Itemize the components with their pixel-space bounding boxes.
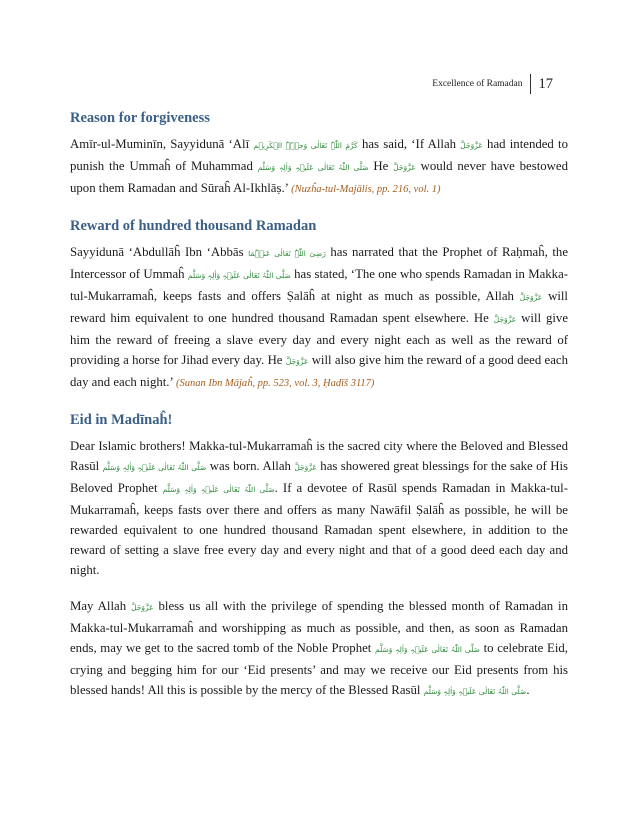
honorific-text: صَلَّی اللّٰہُ تَعَالٰی عَلَیۡہِ وَاٰلِہٖ وَسَلَّم [102, 463, 207, 472]
page-body [70, 110, 568, 702]
text-run: will reward him equivalent to one hundred thousand Ramadan spent elsewhere. He [70, 289, 568, 325]
honorific-text: رَضِیَ اللّٰہُ تَعَالٰی عَنۡہُمَا [248, 249, 326, 258]
text-run: . If a devotee of Rasūl spends Ramadan in Makka-tul-Mukarramaĥ, keeps fasts over there and offers as many Nawāfil Ṣalāĥ as possible, he will be rewarded equivalent to one hundred thousand Ramadan spent elsewhere, in addition to the reward of setting a slave free every day and every night and that of a good deed each day and night. [70, 481, 568, 577]
text-run: to celebrate Eid, crying and begging him for our ‘Eid presents’ and may we receive our Eid presents from his blessed hands! All this is possible by the mercy of the Blessed Rasūl [70, 641, 568, 697]
text-run: Dear Islamic brothers! Makka-tul-Mukarramaĥ is the sacred city where the Beloved and Blessed Rasūl [70, 439, 568, 473]
text-run: will give him the reward of freeing a slave every day and every night each as well as the reward of providing a horse for Jihad every day. He [70, 311, 569, 367]
page-number: 17 [538, 75, 553, 92]
honorific-text: عَزَّوَجَلَّ [460, 141, 483, 150]
text-run: has stated, ‘The one who spends Ramadan in Makka-tul-Mukarramaĥ, keeps fasts and offers Ṣalāĥ at night as much as possible, Allah [70, 267, 569, 303]
section-heading-forgiveness: Reason for forgiveness [70, 110, 210, 126]
honorific-text: عَزَّوَجَلَّ [393, 163, 416, 172]
paragraph-reward [70, 242, 568, 394]
section-heading-eid: Eid in Madīnaĥ! [70, 412, 173, 428]
text-run: . [526, 683, 530, 697]
honorific-text: صَلَّی اللّٰہُ تَعَالٰی عَلَیۡہِ وَاٰلِہٖ وَسَلَّم [162, 485, 275, 494]
text-run: has showered great blessings for the sake of His Beloved Prophet [70, 459, 568, 495]
honorific-text: صَلَّی اللّٰہُ تَعَالٰی عَلَیۡہِ وَاٰلِہٖ وَسَلَّم [187, 271, 291, 280]
honorific-text: عَزَّوَجَلَّ [294, 463, 317, 472]
honorific-text: كَرَّمَ اللّٰہُ تَعَالٰی وَجۡہَہُ الۡکَرِیۡم [253, 141, 358, 150]
honorific-text: صَلَّی اللّٰہُ تَعَالٰی عَلَیۡہِ وَاٰلِہٖ وَسَلَّم [257, 163, 369, 172]
honorific-text: عَزَّوَجَلَّ [131, 603, 154, 612]
text-run: has said, ‘If Allah [357, 137, 461, 151]
honorific-text: صَلَّی اللّٰہُ تَعَالٰی عَلَیۡہِ وَاٰلِہٖ وَسَلَّم [423, 687, 527, 696]
text-run: will also give him the reward of a good deed each day and each night.’ [70, 353, 568, 389]
section-heading-reward: Reward of hundred thousand Ramadan [70, 218, 317, 234]
text-run: was born. Allah [206, 459, 295, 473]
text-run: would never have bestowed upon them Ramadan and Sūraĥ Al-Ikhlāṣ.’ [70, 159, 568, 195]
paragraph-eid-2 [70, 596, 568, 702]
honorific-text: صَلَّی اللّٰہُ تَعَالٰی عَلَیۡہِ وَاٰلِہٖ وَسَلَّم [375, 645, 480, 654]
text-run: Amīr-ul-Muminīn, Sayyidunā ‘Alī [70, 137, 254, 151]
running-header [432, 74, 553, 94]
running-title: Excellence of Ramadan [432, 79, 523, 89]
reference-citation: (Nuzĥa-tul-Majālis, pp. 216, vol. 1) [291, 184, 441, 195]
text-run: bless us all with the privilege of spending the blessed month of Ramadan in Makka-tul-Mukarramaĥ and worshipping as much as possible, and then, as soon as Ramadan ends, may we get to the sacred tomb of the Noble Prophet [70, 599, 568, 655]
honorific-text: عَزَّوَجَلَّ [493, 315, 517, 324]
paragraph-forgiveness [70, 134, 568, 200]
text-run: had intended to punish the Ummaĥ of Muhammad [70, 137, 568, 173]
text-run: May Allah [70, 599, 132, 613]
text-run: He [368, 159, 394, 173]
honorific-text: عَزَّوَجَلَّ [519, 293, 543, 302]
paragraph-eid-1 [70, 436, 568, 580]
text-run: has narrated that the Prophet of Raḥmaĥ, the Intercessor of Ummaĥ [70, 245, 568, 281]
reference-citation: (Sunan Ibn Mājaĥ, pp. 523, vol. 3, Ḥadīš 3117) [176, 378, 375, 389]
honorific-text: عَزَّوَجَلَّ [285, 357, 309, 366]
text-run: Sayyidunā ‘Abdullāĥ Ibn ‘Abbās [70, 245, 249, 259]
